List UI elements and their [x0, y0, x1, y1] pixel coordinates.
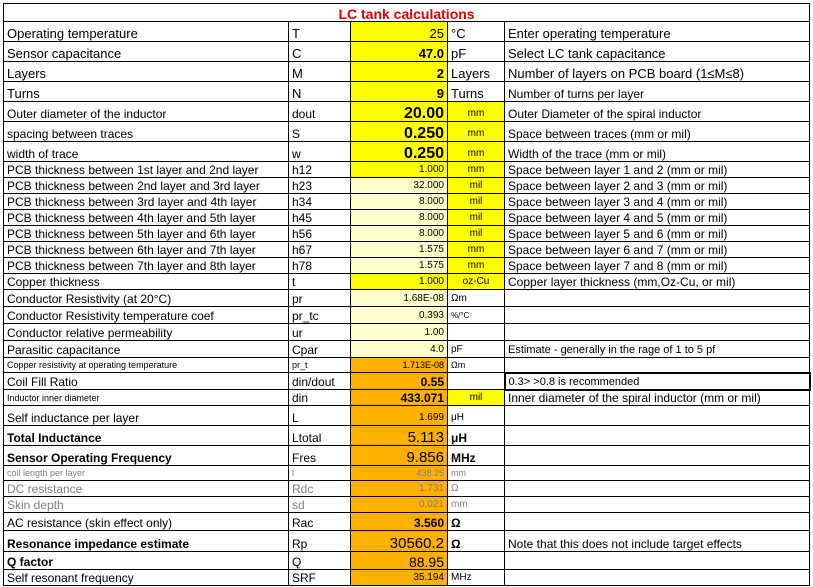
unit-select[interactable]: mil: [448, 210, 505, 226]
parasitic-input[interactable]: 4.0: [351, 341, 448, 358]
pcb-thickness-input[interactable]: 32.000: [351, 178, 448, 194]
row-coil-length: [4, 465, 810, 480]
row-coil-fill-ratio: [4, 373, 810, 390]
row-operating-frequency: [4, 445, 810, 465]
row-label: Turns: [4, 82, 289, 102]
row-symbol: T: [289, 22, 351, 42]
trace-width-input[interactable]: 0.250: [351, 142, 448, 162]
row-note: Width of the trace (mm or mil): [505, 142, 810, 162]
row-self-resonant-frequency: [4, 569, 810, 585]
row-value: 5.113: [351, 425, 448, 445]
resistivity-input[interactable]: 1.68E-08: [351, 290, 448, 307]
row-value: 1.699: [351, 405, 448, 425]
row-symbol: h34: [289, 194, 351, 210]
row-label: Conductor Resistivity temperature coef: [4, 307, 289, 324]
row-self-inductance: [4, 405, 810, 425]
row-pcb-h67: [4, 242, 810, 258]
row-value: 438.25: [351, 465, 448, 480]
row-note: [505, 290, 810, 307]
row-note: Number of layers on PCB board (1≤M≤8): [505, 62, 810, 82]
row-label: Coil Fill Ratio: [4, 373, 289, 390]
row-symbol: din: [289, 390, 351, 406]
row-value: 30560.2: [351, 530, 448, 551]
row-label: Parasitic capacitance: [4, 341, 289, 358]
pcb-thickness-input[interactable]: 1.575: [351, 242, 448, 258]
row-pcb-h34: [4, 194, 810, 210]
row-unit: Ω: [448, 480, 505, 496]
row-note: Space between layer 1 and 2 (mm or mil): [505, 162, 810, 178]
row-value: 9.856: [351, 445, 448, 465]
pcb-thickness-input[interactable]: 8.000: [351, 210, 448, 226]
row-symbol: S: [289, 122, 351, 142]
lc-tank-spreadsheet: [3, 3, 809, 585]
row-note: Space between layer 2 and 3 (mm or mil): [505, 178, 810, 194]
row-unit: MHz: [448, 445, 505, 465]
row-value: 1.731: [351, 480, 448, 496]
row-unit: [448, 324, 505, 341]
row-value: 433.071: [351, 390, 448, 406]
row-unit: mm: [448, 496, 505, 512]
row-dc-resistance: [4, 480, 810, 496]
row-unit: μH: [448, 425, 505, 445]
row-label: Copper resistivity at operating temperature: [4, 358, 289, 373]
row-symbol: w: [289, 142, 351, 162]
unit-select[interactable]: mm: [448, 142, 505, 162]
row-unit: Ω: [448, 530, 505, 551]
row-spacing: [4, 122, 810, 142]
row-symbol: pr_tc: [289, 307, 351, 324]
row-unit: mm: [448, 465, 505, 480]
row-parasitic-capacitance: [4, 341, 810, 358]
row-unit: °C: [448, 22, 505, 42]
row-note: [505, 405, 810, 425]
row-note: Space between layer 3 and 4 (mm or mil): [505, 194, 810, 210]
row-resonance-impedance: [4, 530, 810, 551]
layers-input[interactable]: 2: [351, 62, 448, 82]
row-unit: Layers: [448, 62, 505, 82]
row-note: [505, 358, 810, 373]
temperature-input[interactable]: 25: [351, 22, 448, 42]
temp-coef-input[interactable]: 0.393: [351, 307, 448, 324]
row-unit: [448, 373, 505, 390]
row-label: Sensor capacitance: [4, 42, 289, 62]
row-note: [505, 445, 810, 465]
row-note: Estimate - generally in the rage of 1 to 5 pf: [505, 341, 810, 358]
row-resistivity: [4, 290, 810, 307]
row-symbol: Cpar: [289, 341, 351, 358]
row-unit: pF: [448, 341, 505, 358]
row-pcb-h56: [4, 226, 810, 242]
row-symbol: Rac: [289, 512, 351, 530]
pcb-thickness-input[interactable]: 8.000: [351, 226, 448, 242]
row-symbol: din/dout: [289, 373, 351, 390]
pcb-thickness-input[interactable]: 1.575: [351, 258, 448, 274]
row-note: Space between layer 7 and 8 (mm or mil): [505, 258, 810, 274]
row-pcb-h23: [4, 178, 810, 194]
unit-select[interactable]: mil: [448, 226, 505, 242]
row-unit: pF: [448, 42, 505, 62]
row-note: [505, 324, 810, 341]
row-label: PCB thickness between 7th layer and 8th layer: [4, 258, 289, 274]
row-label: Total Inductance: [4, 425, 289, 445]
row-note: [505, 512, 810, 530]
permeability-input[interactable]: 1.00: [351, 324, 448, 341]
turns-input[interactable]: 9: [351, 82, 448, 102]
row-note: Enter operating temperature: [505, 22, 810, 42]
row-symbol: h12: [289, 162, 351, 178]
row-symbol: h78: [289, 258, 351, 274]
row-symbol: h45: [289, 210, 351, 226]
row-label: Skin depth: [4, 496, 289, 512]
row-label: AC resistance (skin effect only): [4, 512, 289, 530]
row-label: Q factor: [4, 551, 289, 569]
row-unit: μH: [448, 405, 505, 425]
row-symbol: Ltotal: [289, 425, 351, 445]
row-pcb-h45: [4, 210, 810, 226]
row-unit: Ωm: [448, 290, 505, 307]
row-value: 3.560: [351, 512, 448, 530]
row-value: 0.55: [351, 373, 448, 390]
row-note: [505, 307, 810, 324]
unit-select[interactable]: mil: [448, 194, 505, 210]
row-label: DC resistance: [4, 480, 289, 496]
row-resistivity-op-temp: [4, 358, 810, 373]
row-ac-resistance: [4, 512, 810, 530]
row-label: PCB thickness between 4th layer and 5th layer: [4, 210, 289, 226]
row-unit: [448, 551, 505, 569]
unit-select[interactable]: mm: [448, 102, 505, 122]
row-label: spacing between traces: [4, 122, 289, 142]
row-label: Operating temperature: [4, 22, 289, 42]
pcb-thickness-input[interactable]: 1.000: [351, 162, 448, 178]
row-symbol: h23: [289, 178, 351, 194]
unit-select[interactable]: mm: [448, 242, 505, 258]
row-note: Inner diameter of the spiral inductor (mm or mil): [505, 390, 810, 406]
row-symbol: M: [289, 62, 351, 82]
sheet-title: LC tank calculations: [4, 4, 810, 22]
row-label: Self resonant frequency: [4, 569, 289, 585]
row-label: Conductor relative permeability: [4, 324, 289, 341]
row-label: PCB thickness between 6th layer and 7th layer: [4, 242, 289, 258]
row-symbol: pr_t: [289, 358, 351, 373]
unit-select[interactable]: mil: [448, 390, 505, 406]
capacitance-input[interactable]: 47.0: [351, 42, 448, 62]
row-symbol: dout: [289, 102, 351, 122]
row-note: [505, 496, 810, 512]
row-trace-width: [4, 142, 810, 162]
row-note: Space between layer 5 and 6 (mm or mil): [505, 226, 810, 242]
row-unit: Turns: [448, 82, 505, 102]
spacing-input[interactable]: 0.250: [351, 122, 448, 142]
row-label: Resonance impedance estimate: [4, 530, 289, 551]
pcb-thickness-input[interactable]: 8.000: [351, 194, 448, 210]
row-value: 88.95: [351, 551, 448, 569]
row-label: Conductor Resistivity (at 20°C): [4, 290, 289, 307]
row-note: [505, 425, 810, 445]
row-label: Outer diameter of the inductor: [4, 102, 289, 122]
row-symbol: l: [289, 465, 351, 480]
row-label: Copper thickness: [4, 274, 289, 290]
row-symbol: ur: [289, 324, 351, 341]
row-note: Number of turns per layer: [505, 82, 810, 102]
row-note: Outer Diameter of the spiral inductor: [505, 102, 810, 122]
row-outer-diameter: [4, 102, 810, 122]
unit-select[interactable]: mm: [448, 162, 505, 178]
row-note: [505, 569, 810, 585]
row-note: Space between layer 6 and 7 (mm or mil): [505, 242, 810, 258]
row-label: PCB thickness between 2nd layer and 3rd layer: [4, 178, 289, 194]
row-label: width of trace: [4, 142, 289, 162]
row-symbol: h56: [289, 226, 351, 242]
row-label: coil length per layer: [4, 465, 289, 480]
row-copper-thickness: [4, 274, 810, 290]
row-symbol: N: [289, 82, 351, 102]
unit-select[interactable]: mm: [448, 258, 505, 274]
row-symbol: pr: [289, 290, 351, 307]
row-label: PCB thickness between 1st layer and 2nd layer: [4, 162, 289, 178]
row-symbol: L: [289, 405, 351, 425]
row-note: 0.3> >0.8 is recommended: [505, 373, 810, 390]
row-label: PCB thickness between 5th layer and 6th layer: [4, 226, 289, 242]
row-note: Space between layer 4 and 5 (mm or mil): [505, 210, 810, 226]
row-symbol: Rp: [289, 530, 351, 551]
row-q-factor: [4, 551, 810, 569]
row-note: Copper layer thickness (mm,Oz-Cu, or mil): [505, 274, 810, 290]
row-note: [505, 551, 810, 569]
row-unit: MHz: [448, 569, 505, 585]
row-total-inductance: [4, 425, 810, 445]
outer-diameter-input[interactable]: 20.00: [351, 102, 448, 122]
row-label: PCB thickness between 3rd layer and 4th layer: [4, 194, 289, 210]
row-value: 0.021: [351, 496, 448, 512]
row-note: Space between traces (mm or mil): [505, 122, 810, 142]
row-pcb-h78: [4, 258, 810, 274]
row-label: Self inductance per layer: [4, 405, 289, 425]
row-unit: %/°C: [448, 307, 505, 324]
row-note: Select LC tank capacitance: [505, 42, 810, 62]
row-unit: Ω: [448, 512, 505, 530]
row-symbol: sd: [289, 496, 351, 512]
row-label: Inductor inner diameter: [4, 390, 289, 406]
row-value: 1.713E-08: [351, 358, 448, 373]
row-operating-temperature: [4, 22, 810, 42]
row-inner-diameter: [4, 390, 810, 406]
row-symbol: SRF: [289, 569, 351, 585]
row-note: [505, 480, 810, 496]
row-note: Note that this does not include target effects: [505, 530, 810, 551]
row-label: Sensor Operating Frequency: [4, 445, 289, 465]
row-skin-depth: [4, 496, 810, 512]
row-note: [505, 465, 810, 480]
row-permeability: [4, 324, 810, 341]
row-turns: [4, 82, 810, 102]
row-pcb-h12: [4, 162, 810, 178]
unit-select[interactable]: mm: [448, 122, 505, 142]
unit-select[interactable]: oz-Cu: [448, 274, 505, 290]
row-label: Layers: [4, 62, 289, 82]
row-symbol: h67: [289, 242, 351, 258]
row-symbol: Rdc: [289, 480, 351, 496]
row-sensor-capacitance: [4, 42, 810, 62]
row-unit: Ωm: [448, 358, 505, 373]
row-layers: [4, 62, 810, 82]
row-symbol: C: [289, 42, 351, 62]
unit-select[interactable]: mil: [448, 178, 505, 194]
row-symbol: Fres: [289, 445, 351, 465]
row-symbol: t: [289, 274, 351, 290]
row-value: 35.194: [351, 569, 448, 585]
row-symbol: Q: [289, 551, 351, 569]
row-resistivity-tc: [4, 307, 810, 324]
copper-thickness-input[interactable]: 1.000: [351, 274, 448, 290]
